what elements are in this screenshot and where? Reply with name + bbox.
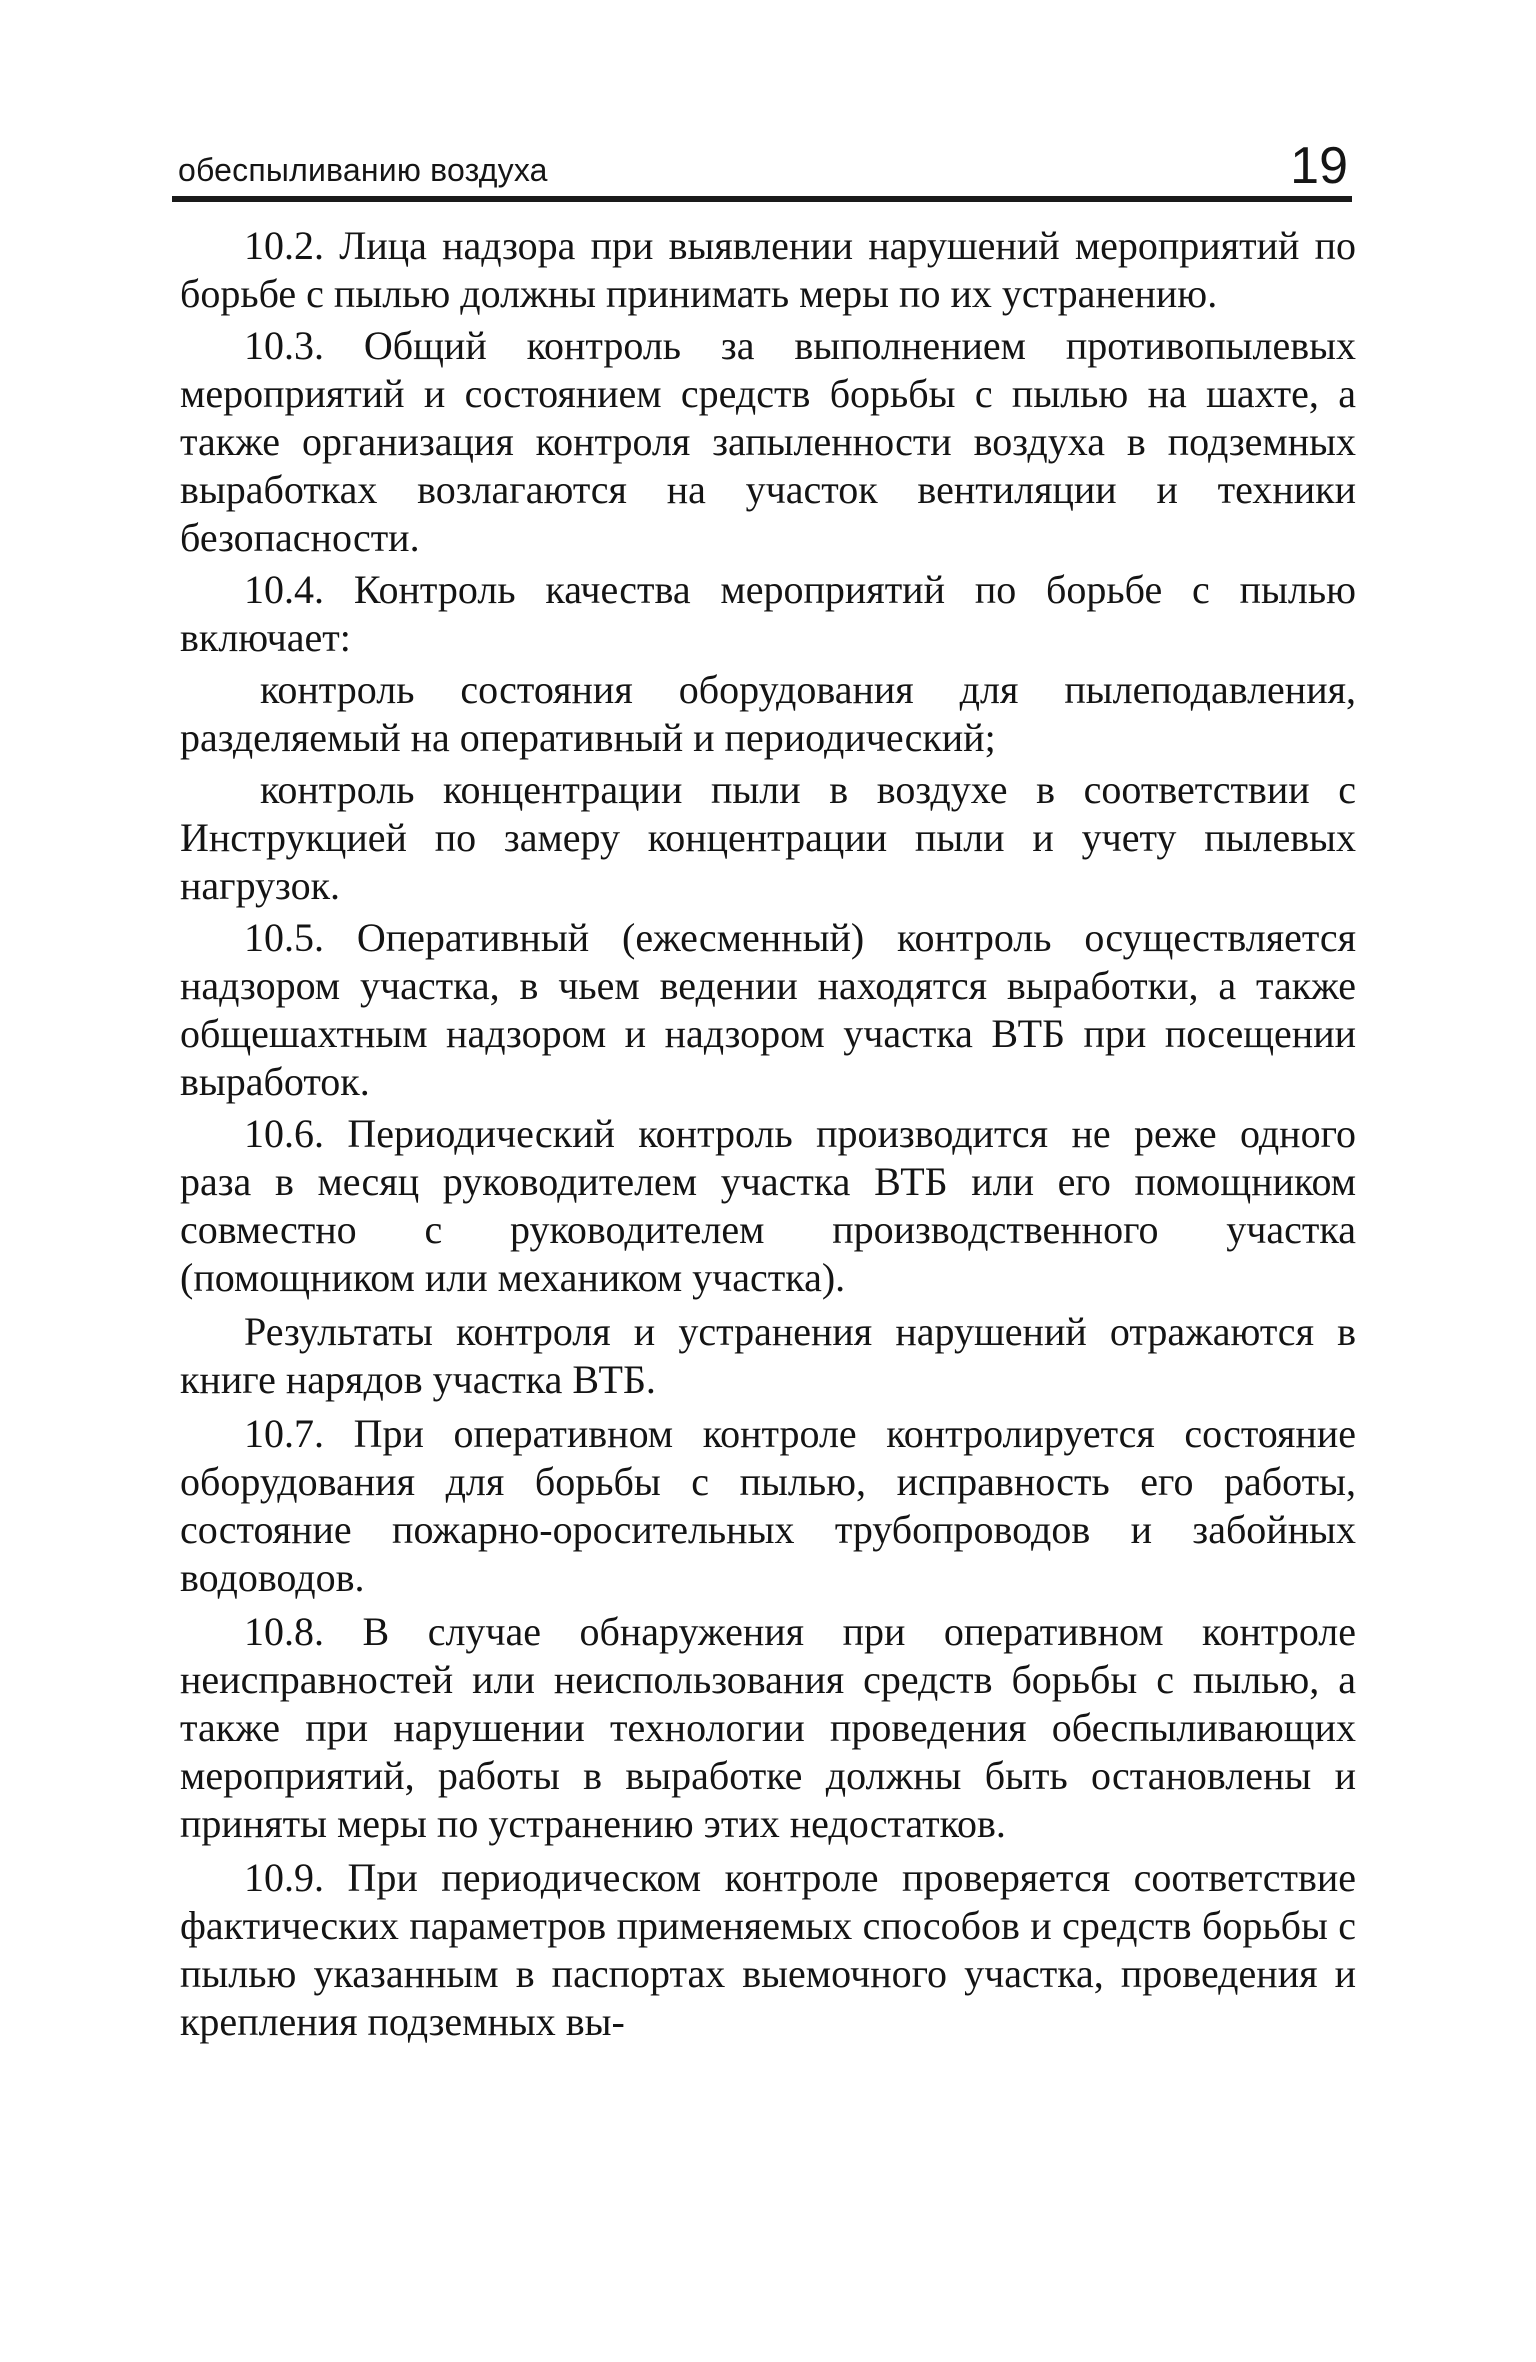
paragraph-10-4: 10.4. Контроль качества мероприятий по борьбе с пылью включает: [180, 567, 1356, 660]
header-rule [172, 196, 1352, 202]
header-title: обеспыливанию воздуха [178, 152, 548, 188]
body-text [180, 222, 1356, 2050]
paragraph-results: Результаты контроля и устранения нарушений отражаются в книге нарядов участка ВТБ. [180, 1309, 1356, 1402]
list-item-dust-concentration-control: контроль концентрации пыли в воздухе в соответствии с Инструкцией по замеру концентрации пыли и учету пылевых нагрузок. [180, 767, 1356, 908]
paragraph-10-7: 10.7. При оперативном контроле контролируется состояние оборудования для борьбы с пылью, исправность его работы, состояние пожарно-оросительных трубопроводов и забойных водоводов. [180, 1411, 1356, 1600]
paragraph-10-8: 10.8. В случае обнаружения при оперативном контроле неисправностей или неиспользования средств борьбы с пылью, а также при нарушении технологии проведения обеспыливающих мероприятий, работы в выработке должны быть остановлены и приняты меры по устранению этих недостатков. [180, 1609, 1356, 1846]
page-number: 19 [1290, 137, 1348, 195]
paragraph-10-6: 10.6. Периодический контроль производится не реже одного раза в месяц руководителем участка ВТБ или его помощником совместно с руководителем производственного участка (помощником или механиком участка). [180, 1111, 1356, 1300]
list-item-equipment-control: контроль состояния оборудования для пылеподавления, разделяемый на оперативный и периодический; [180, 667, 1356, 760]
paragraph-10-2: 10.2. Лица надзора при выявлении нарушений мероприятий по борьбе с пылью должны принимать меры по их устранению. [180, 223, 1356, 316]
running-header [172, 128, 1352, 195]
paragraph-10-5: 10.5. Оперативный (ежесменный) контроль осуществляется надзором участка, в чьем ведении находятся выработки, а также общешахтным надзором и надзором участка ВТБ при посещении выработок. [180, 915, 1356, 1104]
paragraph-10-9: 10.9. При периодическом контроле проверяется соответствие фактических параметров применяемых способов и средств борьбы с пылью указанным в паспортах выемочного участка, проведения и крепления подземных вы- [180, 1855, 1356, 2044]
paragraph-10-3: 10.3. Общий контроль за выполнением противопылевых мероприятий и состоянием средств борьбы с пылью на шахте, а также организация контроля запыленности воздуха в подземных выработках возлагаются на участок вентиляции и техники безопасности. [180, 323, 1356, 560]
